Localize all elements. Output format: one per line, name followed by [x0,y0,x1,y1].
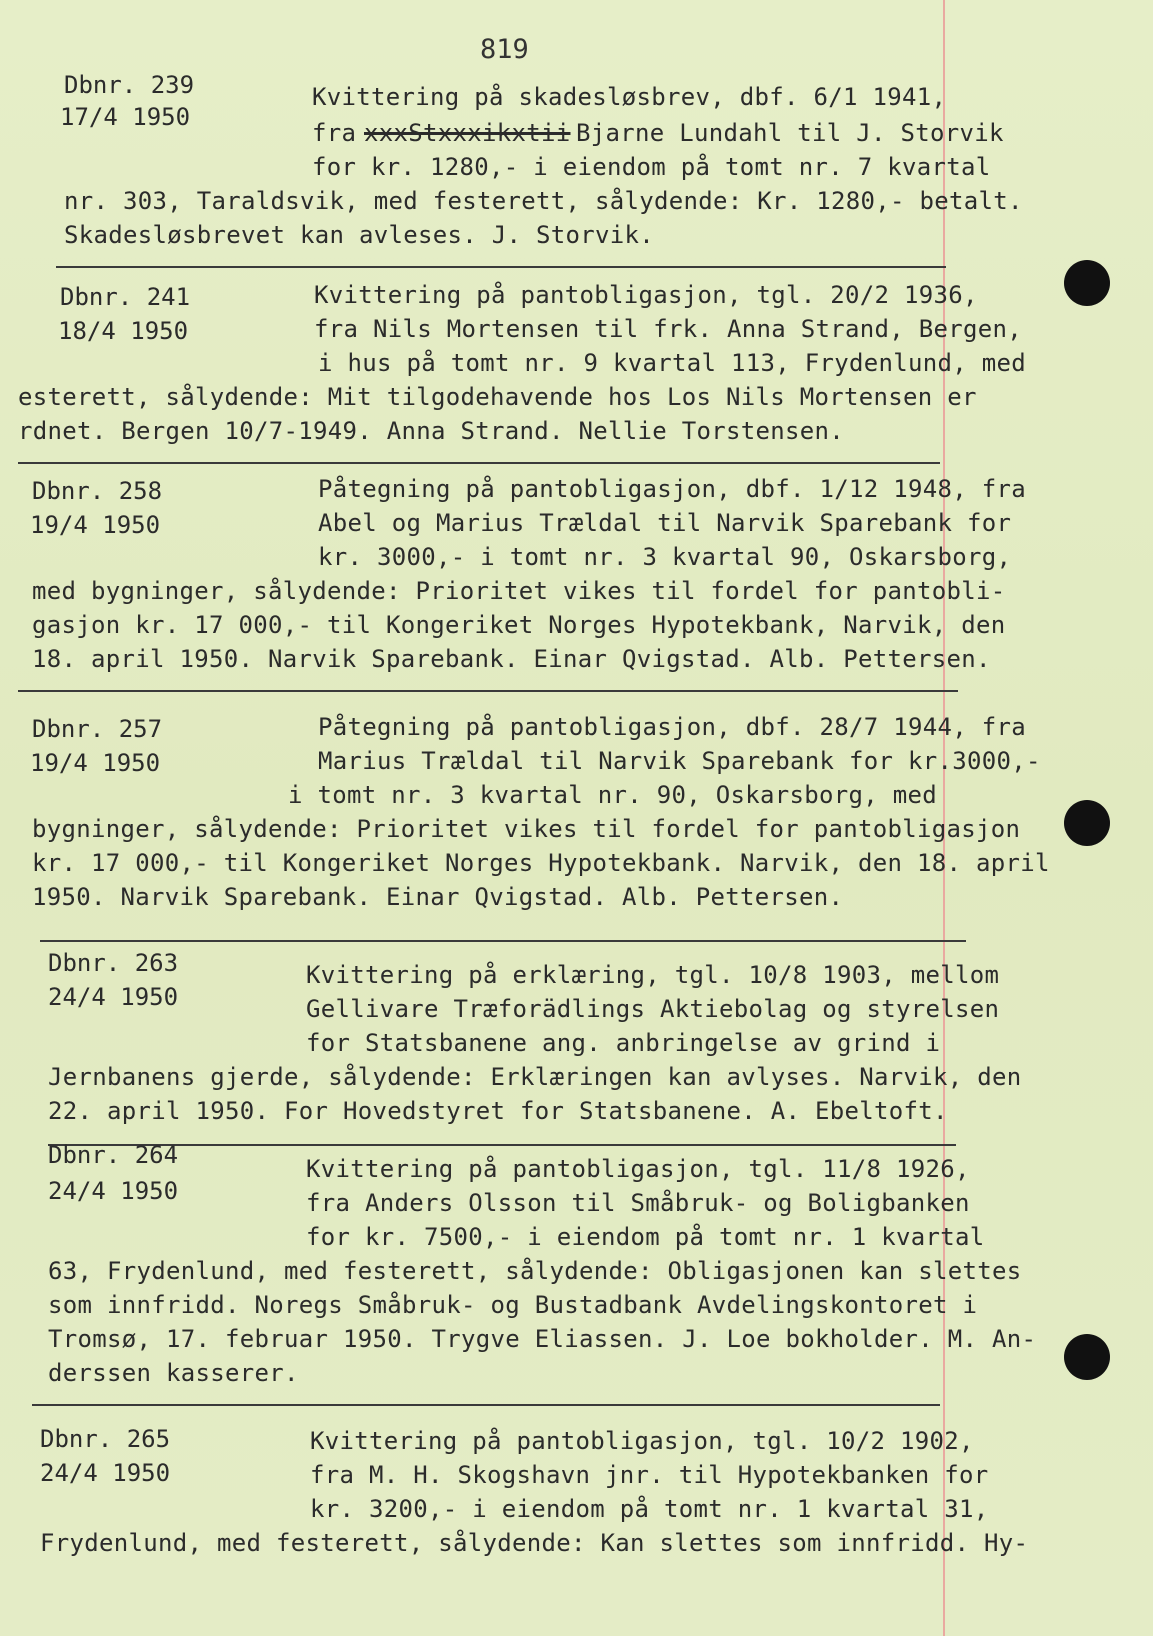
entry-line: kr. 17 000,- til Kongeriket Norges Hypotekbank. Narvik, den 18. april [32,849,1050,877]
entry-line: Skadesløsbrevet kan avleses. J. Storvik. [64,221,654,249]
entry-line: i tomt nr. 3 kvartal nr. 90, Oskarsborg, med [288,781,937,809]
binder-hole [1064,800,1110,846]
entry-id: Dbnr. 264 [48,1141,179,1169]
entry-line: Marius Trældal til Narvik Sparebank for kr.3000,- [318,747,1041,775]
entry-line: kr. 3200,- i eiendom på tomt nr. 1 kvartal 31, [310,1495,989,1523]
entry-line: Kvittering på skadesløsbrev, dbf. 6/1 1941, [312,83,947,111]
binder-hole [1064,1334,1110,1380]
entry-id: Dbnr. 258 [32,477,163,505]
entry-line: fra Nils Mortensen til frk. Anna Strand, Bergen, [314,315,1022,343]
entry-line: Kvittering på pantobligasjon, tgl. 10/2 1902, [310,1427,974,1455]
entry-divider [48,1144,956,1146]
entry-line: som innfridd. Noregs Småbruk- og Bustadbank Avdelingskontoret i [48,1291,978,1319]
entry-line: kr. 3000,- i tomt nr. 3 kvartal 90, Oskarsborg, [318,543,1012,571]
entry-id: Dbnr. 265 [40,1425,171,1453]
entry-line: bygninger, sålydende: Prioritet vikes til fordel for pantobligasjon [32,815,1021,843]
entry-divider [32,1404,940,1406]
entry-id: Dbnr. 257 [32,715,163,743]
entry-line: fra [312,119,357,147]
entry-line: Kvittering på erklæring, tgl. 10/8 1903, mellom [306,961,1000,989]
entry-line: for kr. 1280,- i eiendom på tomt nr. 7 kvartal [312,153,991,181]
entry-line: Påtegning på pantobligasjon, dbf. 28/7 1944, fra [318,713,1026,741]
entry-line: fra M. H. Skogshavn jnr. til Hypotekbanken for [310,1461,989,1489]
entry-divider [18,690,958,692]
entry-line: 18. april 1950. Narvik Sparebank. Einar Qvigstad. Alb. Pettersen. [32,645,991,673]
entry-date: 24/4 1950 [48,1177,179,1205]
entry-line: med bygninger, sålydende: Prioritet vikes til fordel for pantobli- [32,577,1006,605]
entry-line: Kvittering på pantobligasjon, tgl. 20/2 1936, [314,281,978,309]
entry-date: 19/4 1950 [30,749,161,777]
entry-divider [56,266,946,268]
entry-line: for Statsbanene ang. anbringelse av grind i [306,1029,941,1057]
entry-id: Dbnr. 241 [60,283,191,311]
entry-line: Gellivare Træforädlings Aktiebolag og styrelsen [306,995,1000,1023]
entry-date: 24/4 1950 [40,1459,171,1487]
entry-date: 19/4 1950 [30,511,161,539]
entry-line: 22. april 1950. For Hovedstyret for Statsbanene. A. Ebeltoft. [48,1097,948,1125]
binder-hole [1064,260,1110,306]
entry-line: gasjon kr. 17 000,- til Kongeriket Norges Hypotekbank, Narvik, den [32,611,1006,639]
entry-line: derssen kasserer. [48,1359,299,1387]
entry-line: Påtegning på pantobligasjon, dbf. 1/12 1948, fra [318,475,1026,503]
entry-line: esterett, sålydende: Mit tilgodehavende hos Los Nils Mortensen er [18,383,977,411]
entry-line: 63, Frydenlund, med festerett, sålydende: Obligasjonen kan slettes [48,1257,1022,1285]
entry-line: Frydenlund, med festerett, sålydende: Kan slettes som innfridd. Hy- [40,1529,1029,1557]
entry-line: Abel og Marius Trældal til Narvik Sparebank for [318,509,1012,537]
struck-text: xxxStxxxikxtii [364,119,571,147]
entry-line: Jernbanens gjerde, sålydende: Erklæringen kan avlyses. Narvik, den [48,1063,1022,1091]
entry-id: Dbnr. 239 [64,71,195,99]
entry-line: for kr. 7500,- i eiendom på tomt nr. 1 kvartal [306,1223,985,1251]
entry-line: Kvittering på pantobligasjon, tgl. 11/8 1926, [306,1155,970,1183]
entry-line: nr. 303, Taraldsvik, med festerett, sålydende: Kr. 1280,- betalt. [64,187,1023,215]
entry-id: Dbnr. 263 [48,949,179,977]
entry-date: 24/4 1950 [48,983,179,1011]
entry-divider [18,462,940,464]
entry-line: Tromsø, 17. februar 1950. Trygve Eliassen. J. Loe bokholder. M. An- [48,1325,1037,1353]
entry-line: fra Anders Olsson til Småbruk- og Boligbanken [306,1189,970,1217]
entry-line: i hus på tomt nr. 9 kvartal 113, Frydenlund, med [318,349,1026,377]
page-number: 819 [480,34,529,65]
entry-date: 17/4 1950 [60,103,191,131]
entry-divider [40,940,966,942]
entry-date: 18/4 1950 [58,317,189,345]
entry-line: rdnet. Bergen 10/7-1949. Anna Strand. Nellie Torstensen. [18,417,844,445]
entry-line: Bjarne Lundahl til J. Storvik [576,119,1004,147]
entry-line: 1950. Narvik Sparebank. Einar Qvigstad. Alb. Pettersen. [32,883,844,911]
